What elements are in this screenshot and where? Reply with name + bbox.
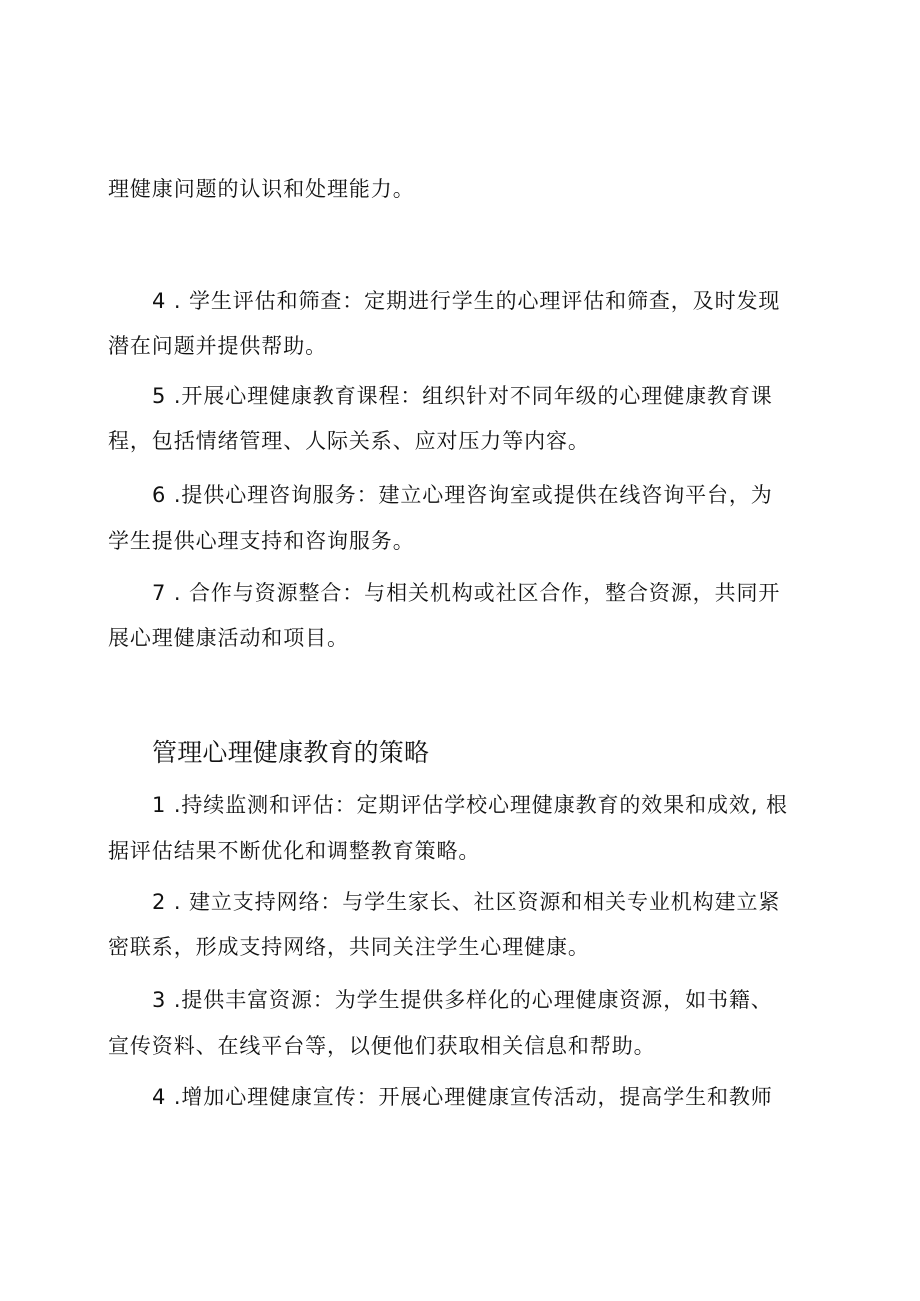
list-item-5-line-2: 程，包括情绪管理、人际关系、应对压力等内容。 xyxy=(108,429,590,453)
list-item-7-line-1: 7 . 合作与资源整合：与相关机构或社区合作，整合资源，共同开 xyxy=(152,581,781,605)
strategy-item-1-line-2: 据评估结果不断优化和调整教育策略。 xyxy=(108,839,481,863)
list-item-4-line-1: 4 . 学生评估和筛查：定期进行学生的心理评估和筛查，及时发现 xyxy=(152,289,781,313)
list-item-6-line-1: 6 .提供心理咨询服务：建立心理咨询室或提供在线咨询平台，为 xyxy=(152,483,773,507)
continued-paragraph-line: 理健康问题的认识和处理能力。 xyxy=(108,177,415,201)
strategy-item-2-line-1: 2 . 建立支持网络：与学生家长、社区资源和相关专业机构建立紧 xyxy=(152,890,781,914)
strategy-item-1-line-1: 1 .持续监测和评估：定期评估学校心理健康教育的效果和成效, 根 xyxy=(152,793,788,817)
strategy-item-3-line-1: 3 .提供丰富资源：为学生提供多样化的心理健康资源，如书籍、 xyxy=(152,988,773,1012)
strategy-item-4-line-1: 4 .增加心理健康宣传：开展心理健康宣传活动，提高学生和教师 xyxy=(152,1085,773,1109)
strategy-item-3-line-2: 宣传资料、在线平台等，以便他们获取相关信息和帮助。 xyxy=(108,1034,656,1058)
section-heading: 管理心理健康教育的策略 xyxy=(152,738,430,767)
list-item-5-line-1: 5 .开展心理健康教育课程：组织针对不同年级的心理健康教育课 xyxy=(152,384,773,408)
list-item-4-line-2: 潜在问题并提供帮助。 xyxy=(108,334,327,358)
list-item-6-line-2: 学生提供心理支持和咨询服务。 xyxy=(108,529,415,553)
strategy-item-2-line-2: 密联系，形成支持网络，共同关注学生心理健康。 xyxy=(108,935,590,959)
list-item-7-line-2: 展心理健康活动和项目。 xyxy=(108,626,349,650)
